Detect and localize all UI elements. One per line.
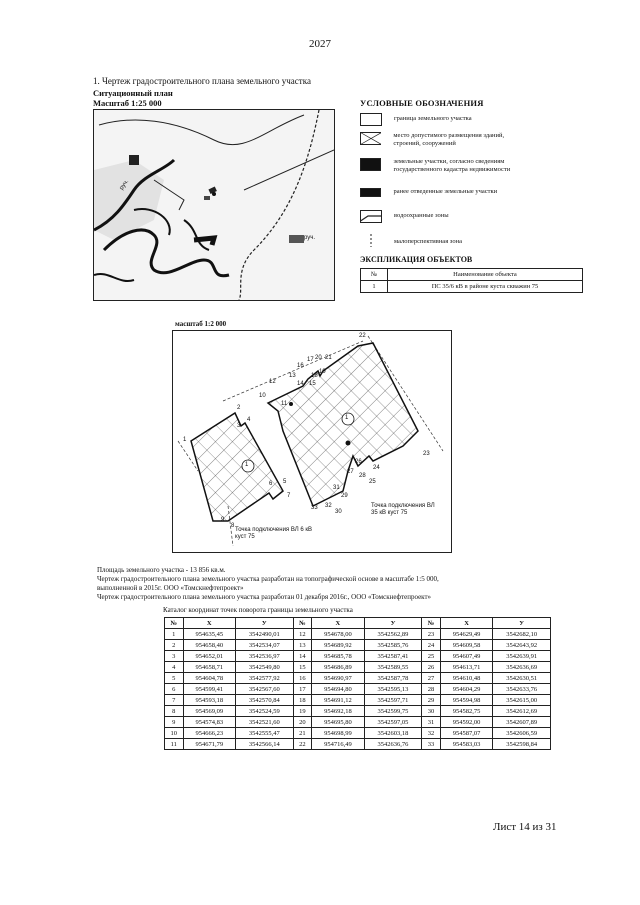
plan-point-label: 8 bbox=[231, 523, 235, 529]
table-cell: 3542567,60 bbox=[235, 684, 293, 695]
legend-item-boundary: граница земельного участка bbox=[360, 113, 520, 130]
table-cell: 954604,29 bbox=[440, 684, 492, 695]
boundary-symbol bbox=[360, 113, 382, 126]
topo-basis-text: Чертеж градостроительного плана земельного участка разработан на топографической основе в масштабе 1:5 000, bbox=[97, 575, 439, 583]
situation-plan-title: Ситуационный план bbox=[93, 88, 173, 98]
plan-point-label: 2 bbox=[237, 405, 241, 411]
table-cell: 3542603,18 bbox=[364, 728, 422, 739]
plan-point-label: 13 bbox=[289, 373, 296, 379]
plan-point-label: 11 bbox=[281, 401, 288, 407]
plan-point-label: 6 bbox=[269, 481, 273, 487]
table-cell: 3542587,41 bbox=[364, 651, 422, 662]
plan-point-label: 23 bbox=[423, 451, 430, 457]
plan-point-label: 19 bbox=[319, 369, 326, 375]
legend-item-cadastre: земельные участки, согласно сведениям государственного кадастра недвижимости bbox=[360, 158, 520, 188]
plan-drawing bbox=[173, 331, 451, 552]
plan-point-label: 3 bbox=[237, 423, 241, 429]
table-cell: 954658,71 bbox=[183, 662, 235, 673]
table-cell: 3542599,75 bbox=[364, 706, 422, 717]
table-cell: 954671,79 bbox=[183, 739, 235, 750]
table-cell: 11 bbox=[165, 739, 184, 750]
table-cell: 18 bbox=[293, 695, 312, 706]
table-cell: 5 bbox=[165, 673, 184, 684]
plan-point-label: 12 bbox=[269, 379, 276, 385]
plan-point-label: 7 bbox=[287, 493, 291, 499]
legend bbox=[360, 113, 520, 248]
map-label-creek-1: руч. bbox=[118, 178, 131, 192]
plan-point-label: 4 bbox=[247, 417, 251, 423]
plan-point-label: 25 bbox=[369, 479, 376, 485]
explication-table bbox=[360, 268, 583, 293]
table-row bbox=[165, 640, 551, 651]
table-cell: 4 bbox=[165, 662, 184, 673]
table-row: № Наименование объекта bbox=[361, 269, 583, 281]
plan-point-label: 20 bbox=[315, 355, 322, 361]
table-cell: 954574,83 bbox=[183, 717, 235, 728]
area-text: Площадь земельного участка - 13 856 кв.м. bbox=[97, 566, 226, 574]
plan-point-label: 10 bbox=[259, 393, 266, 399]
table-cell: 3542595,13 bbox=[364, 684, 422, 695]
table-cell: 30 bbox=[422, 706, 441, 717]
table-cell: 17 bbox=[293, 684, 312, 695]
large-plan bbox=[172, 330, 452, 553]
table-cell: 15 bbox=[293, 662, 312, 673]
table-cell: 3542643,92 bbox=[493, 640, 551, 651]
table-cell: 954592,00 bbox=[440, 717, 492, 728]
legend-item-allowed-placement: место допустимого размещения зданий, строений, сооружений bbox=[360, 132, 520, 158]
situation-map bbox=[93, 109, 335, 301]
table-cell: 3542606,59 bbox=[493, 728, 551, 739]
plan-point-label: 29 bbox=[341, 493, 348, 499]
table-cell: 3542524,59 bbox=[235, 706, 293, 717]
plan-point-label: 5 bbox=[283, 479, 287, 485]
table-cell: 10 bbox=[165, 728, 184, 739]
black-small-symbol bbox=[360, 188, 381, 197]
table-row bbox=[165, 728, 551, 739]
table-cell: 26 bbox=[422, 662, 441, 673]
table-cell: 3542562,89 bbox=[364, 629, 422, 640]
table-cell: 3542589,55 bbox=[364, 662, 422, 673]
table-cell: 21 bbox=[293, 728, 312, 739]
table-cell: 3542633,76 bbox=[493, 684, 551, 695]
table-cell: 954652,01 bbox=[183, 651, 235, 662]
table-cell: 13 bbox=[293, 640, 312, 651]
coordinates-table-body bbox=[165, 629, 551, 750]
table-row bbox=[165, 673, 551, 684]
table-cell: 3542636,76 bbox=[364, 739, 422, 750]
table-cell: 954635,45 bbox=[183, 629, 235, 640]
table-cell: 954692,18 bbox=[312, 706, 364, 717]
table-cell: 3542682,10 bbox=[493, 629, 551, 640]
plan-point-label: 27 bbox=[347, 469, 354, 475]
table-cell: 2 bbox=[165, 640, 184, 651]
table-cell: 954604,78 bbox=[183, 673, 235, 684]
table-cell: 954569,09 bbox=[183, 706, 235, 717]
table-cell: 20 bbox=[293, 717, 312, 728]
situation-plan-scale: Масштаб 1:25 000 bbox=[93, 98, 162, 108]
catalog-title: Каталог координат точек поворота границы земельного участка bbox=[163, 606, 353, 614]
table-cell: 25 bbox=[422, 651, 441, 662]
table-cell: 9 bbox=[165, 717, 184, 728]
plan-point-label: 18 bbox=[311, 373, 318, 379]
table-cell: 8 bbox=[165, 706, 184, 717]
table-cell: 954599,41 bbox=[183, 684, 235, 695]
table-cell: 3542630,51 bbox=[493, 673, 551, 684]
black-symbol bbox=[360, 158, 381, 171]
table-cell: 954609,58 bbox=[440, 640, 492, 651]
plan-point-label: 31 bbox=[333, 485, 340, 491]
table-cell: 954610,48 bbox=[440, 673, 492, 684]
table-row bbox=[165, 684, 551, 695]
plan-point-label: 15 bbox=[309, 381, 316, 387]
table-row bbox=[165, 662, 551, 673]
table-cell: 19 bbox=[293, 706, 312, 717]
table-cell: 3542555,47 bbox=[235, 728, 293, 739]
table-cell: 3542612,69 bbox=[493, 706, 551, 717]
plan-point-label: 26 bbox=[355, 459, 362, 465]
table-cell: 28 bbox=[422, 684, 441, 695]
table-cell: 954689,92 bbox=[312, 640, 364, 651]
table-cell: 954613,71 bbox=[440, 662, 492, 673]
large-plan-scale: масштаб 1:2 000 bbox=[175, 320, 227, 328]
table-cell: 3542521,60 bbox=[235, 717, 293, 728]
table-cell: 954678,00 bbox=[312, 629, 364, 640]
table-cell: 32 bbox=[422, 728, 441, 739]
table-cell: 6 bbox=[165, 684, 184, 695]
table-cell: 3542607,89 bbox=[493, 717, 551, 728]
table-cell: 954698,99 bbox=[312, 728, 364, 739]
table-cell: 954658,40 bbox=[183, 640, 235, 651]
plan-point-label: 17 bbox=[307, 357, 314, 363]
plan-point-label: 16 bbox=[297, 363, 304, 369]
table-cell: 954695,80 bbox=[312, 717, 364, 728]
development-date-text: Чертеж градостроительного плана земельного участка разработан 01 декабря 2016г., ООО «Томскнефтепроект» bbox=[97, 593, 432, 601]
coordinates-table bbox=[164, 617, 551, 750]
table-cell: 1 bbox=[165, 629, 184, 640]
table-cell: 954607,49 bbox=[440, 651, 492, 662]
plan-point-label: 32 bbox=[325, 503, 332, 509]
plan-point-label: 33 bbox=[311, 505, 318, 511]
table-row bbox=[165, 629, 551, 640]
table-cell: 954690,97 bbox=[312, 673, 364, 684]
topo-basis-text-2: выполненной в 2015г. ООО «Томскнефтепроект» bbox=[97, 584, 244, 592]
table-cell: 954694,80 bbox=[312, 684, 364, 695]
table-row bbox=[165, 651, 551, 662]
table-cell: 954594,98 bbox=[440, 695, 492, 706]
plan-point-label: 28 bbox=[359, 473, 366, 479]
table-cell: 3542534,07 bbox=[235, 640, 293, 651]
table-cell: 29 bbox=[422, 695, 441, 706]
table-cell: 3542536,97 bbox=[235, 651, 293, 662]
table-cell: 31 bbox=[422, 717, 441, 728]
table-cell: 3542490,01 bbox=[235, 629, 293, 640]
table-row bbox=[165, 706, 551, 717]
table-cell: 3542636,69 bbox=[493, 662, 551, 673]
section-title: 1. Чертеж градостроительного плана земельного участка bbox=[93, 76, 311, 86]
legend-title: УСЛОВНЫЕ ОБОЗНАЧЕНИЯ bbox=[360, 98, 484, 108]
table-cell: 954582,75 bbox=[440, 706, 492, 717]
table-cell: 954587,07 bbox=[440, 728, 492, 739]
water-zone-symbol bbox=[360, 210, 382, 223]
plan-point-label: 1 bbox=[183, 437, 187, 443]
plan-point-label: 21 bbox=[325, 355, 332, 361]
sheet-number: Лист 14 из 31 bbox=[493, 821, 557, 833]
table-cell: 3542639,91 bbox=[493, 651, 551, 662]
legend-item-water-zone: водоохранные зоны bbox=[360, 210, 520, 228]
table-cell: 14 bbox=[293, 651, 312, 662]
legend-item-allocated: ранее отведенные земельные участки bbox=[360, 188, 520, 210]
table-cell: 33 bbox=[422, 739, 441, 750]
plan-point-label: 14 bbox=[297, 381, 304, 387]
connection-point-left: Точка подключения ВЛ 6 кВ куст 75 bbox=[235, 527, 313, 540]
table-cell: 954686,89 bbox=[312, 662, 364, 673]
plan-point-label: 9 bbox=[221, 517, 225, 523]
table-cell: 12 bbox=[293, 629, 312, 640]
table-row bbox=[165, 695, 551, 706]
table-cell: 954691,12 bbox=[312, 695, 364, 706]
table-cell: 3542615,00 bbox=[493, 695, 551, 706]
table-cell: 3 bbox=[165, 651, 184, 662]
hatched-symbol bbox=[360, 132, 381, 145]
table-cell: 954583,03 bbox=[440, 739, 492, 750]
table-cell: 3542597,71 bbox=[364, 695, 422, 706]
parcel-marker: 1 bbox=[345, 415, 349, 421]
table-cell: 27 bbox=[422, 673, 441, 684]
dash-symbol bbox=[360, 234, 382, 247]
legend-item-low-prospect: малоперспективная зона bbox=[360, 234, 520, 248]
table-cell: 7 bbox=[165, 695, 184, 706]
plan-point-label: 24 bbox=[373, 465, 380, 471]
page-number: 2027 bbox=[309, 38, 331, 50]
plan-point-label: 22 bbox=[359, 333, 366, 339]
connection-point-right: Точка подключения ВЛ 35 кВ куст 75 bbox=[371, 503, 435, 516]
table-cell: 22 bbox=[293, 739, 312, 750]
plan-point-label: 30 bbox=[335, 509, 342, 515]
table-cell: 3542587,78 bbox=[364, 673, 422, 684]
table-header-row: № X У № X У № X У bbox=[165, 618, 551, 629]
table-cell: 24 bbox=[422, 640, 441, 651]
table-cell: 3542577,92 bbox=[235, 673, 293, 684]
parcel-marker: 1 bbox=[245, 462, 249, 468]
table-cell: 954593,18 bbox=[183, 695, 235, 706]
table-cell: 3542549,80 bbox=[235, 662, 293, 673]
situation-map-drawing bbox=[94, 110, 334, 300]
table-cell: 16 bbox=[293, 673, 312, 684]
table-row bbox=[165, 717, 551, 728]
table-cell: 954629,49 bbox=[440, 629, 492, 640]
table-cell: 3542585,76 bbox=[364, 640, 422, 651]
table-row bbox=[165, 739, 551, 750]
table-cell: 954666,23 bbox=[183, 728, 235, 739]
table-cell: 954685,78 bbox=[312, 651, 364, 662]
table-cell: 3542570,84 bbox=[235, 695, 293, 706]
table-cell: 3542598,84 bbox=[493, 739, 551, 750]
explication-title: ЭКСПЛИКАЦИЯ ОБЪЕКТОВ bbox=[360, 255, 473, 264]
table-cell: 23 bbox=[422, 629, 441, 640]
table-row: 1 ПС 35/6 кВ в районе куста скважин 75 bbox=[361, 281, 583, 293]
map-label-creek-2: руч. bbox=[304, 235, 316, 241]
table-cell: 954716,49 bbox=[312, 739, 364, 750]
table-cell: 3542597,05 bbox=[364, 717, 422, 728]
table-cell: 3542566,14 bbox=[235, 739, 293, 750]
